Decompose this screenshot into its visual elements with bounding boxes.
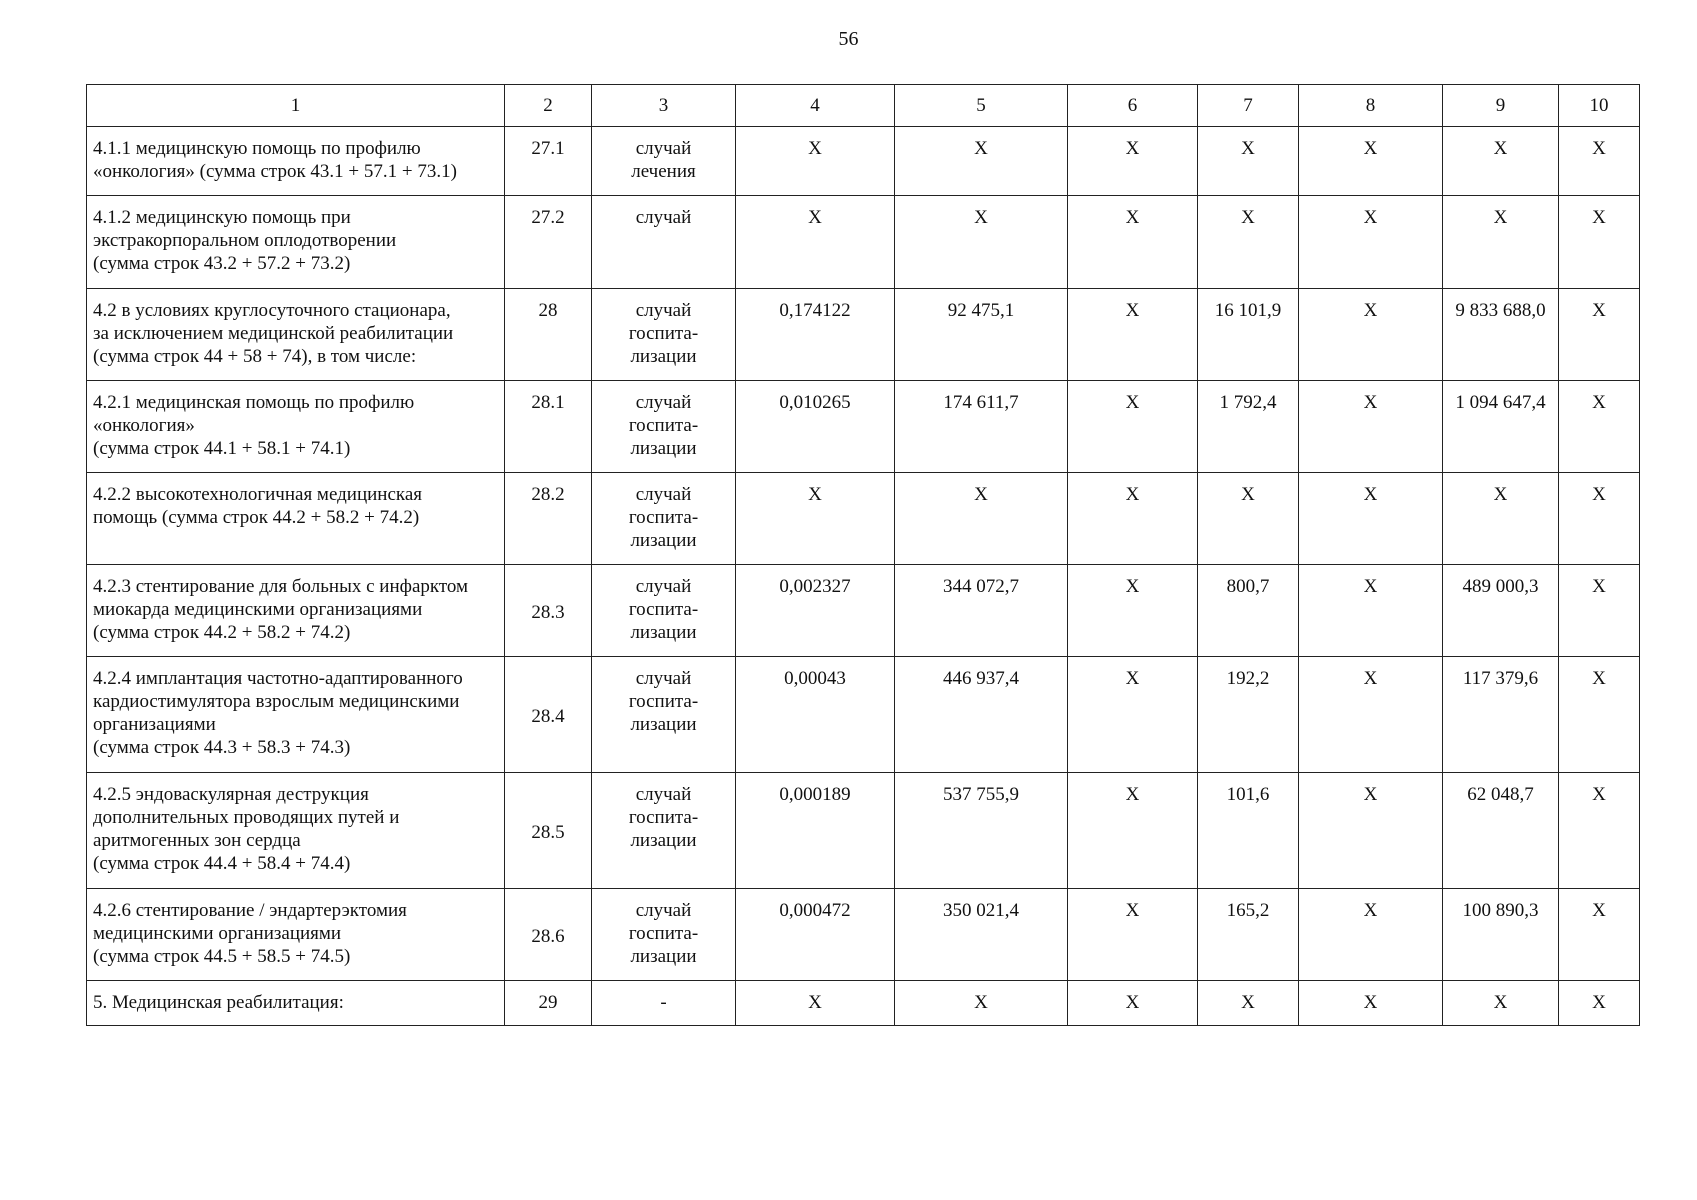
row-name-line: (сумма строк 44.1 + 58.1 + 74.1) — [93, 438, 351, 459]
row-unit-line: лизации — [630, 714, 697, 735]
row-name-line: (сумма строк 44.4 + 58.4 + 74.4) — [93, 853, 351, 874]
table-row — [87, 289, 1640, 381]
row-value-cell-c8: X — [1299, 289, 1443, 381]
row-value-cell-c7: 800,7 — [1198, 565, 1299, 657]
row-unit-line: - — [660, 992, 667, 1013]
row-value-cell-c10: X — [1559, 196, 1640, 289]
row-unit-line: госпита- — [628, 923, 699, 944]
row-value-cell-c9: 1 094 647,4 — [1443, 381, 1559, 473]
row-unit-line: лизации — [630, 830, 697, 851]
table-row — [87, 889, 1640, 981]
row-value-cell-c8: X — [1299, 381, 1443, 473]
row-name-cell — [87, 381, 505, 473]
row-value-cell-c7: 16 101,9 — [1198, 289, 1299, 381]
row-value-cell-c6: X — [1068, 196, 1198, 289]
row-name-cell — [87, 565, 505, 657]
row-name-cell — [87, 289, 505, 381]
row-name-line: (сумма строк 44.2 + 58.2 + 74.2) — [93, 622, 351, 643]
row-value-cell-c9: X — [1443, 981, 1559, 1026]
row-unit-line: случай — [635, 138, 692, 159]
row-unit-line: госпита- — [628, 807, 699, 828]
row-value-cell-c10: X — [1559, 289, 1640, 381]
row-unit-cell — [592, 565, 736, 657]
row-name-line: 5. Медицинская реабилитация: — [93, 992, 344, 1013]
table-header — [87, 85, 1640, 127]
header-cell: 1 — [87, 85, 505, 127]
row-name-line: (сумма строк 44.3 + 58.3 + 74.3) — [93, 737, 351, 758]
row-name-line: 4.2.1 медицинская помощь по профилю — [93, 392, 415, 413]
row-unit-cell — [592, 981, 736, 1026]
row-name-line: 4.1.1 медицинскую помощь по профилю — [93, 138, 421, 159]
row-value-cell-c6: X — [1068, 565, 1198, 657]
row-unit-line: случай — [635, 900, 692, 921]
header-cell: 2 — [505, 85, 592, 127]
row-name-line: 4.1.2 медицинскую помощь при — [93, 207, 351, 228]
row-name-line: (сумма строк 44 + 58 + 74), в том числе: — [93, 346, 417, 367]
row-name-line: аритмогенных зон сердца — [93, 830, 301, 851]
row-value-cell-c4: 0,000189 — [736, 773, 895, 889]
row-unit-line: лизации — [630, 438, 697, 459]
row-name-cell — [87, 127, 505, 196]
row-value-cell-c8: X — [1299, 981, 1443, 1026]
row-value-cell-c9: 9 833 688,0 — [1443, 289, 1559, 381]
row-value-cell-c8: X — [1299, 127, 1443, 196]
row-name-cell — [87, 473, 505, 565]
row-unit-line: случай — [635, 392, 692, 413]
row-value-cell-c4: 0,174122 — [736, 289, 895, 381]
row-unit-line: случай — [635, 300, 692, 321]
row-value-cell-c4: 0,002327 — [736, 565, 895, 657]
row-value-cell-c9: X — [1443, 473, 1559, 565]
row-value-cell-c10: X — [1559, 773, 1640, 889]
row-value-cell-c6: X — [1068, 981, 1198, 1026]
row-name-cell — [87, 196, 505, 289]
row-unit-line: госпита- — [628, 691, 699, 712]
row-value-cell-c4: X — [736, 196, 895, 289]
row-value-cell-c6: X — [1068, 381, 1198, 473]
row-value-cell-c8: X — [1299, 565, 1443, 657]
row-name-line: «онкология» — [93, 415, 195, 436]
row-name-line: (сумма строк 44.5 + 58.5 + 74.5) — [93, 946, 351, 967]
row-value-cell-c6: X — [1068, 127, 1198, 196]
row-code-cell: 28.4 — [505, 657, 592, 773]
row-value-cell-c5: X — [895, 473, 1068, 565]
row-value-cell-c10: X — [1559, 381, 1640, 473]
row-name-line: медицинскими организациями — [93, 923, 342, 944]
row-value-cell-c10: X — [1559, 565, 1640, 657]
table-body — [87, 127, 1640, 1026]
row-value-cell-c9: X — [1443, 127, 1559, 196]
row-value-cell-c5: X — [895, 196, 1068, 289]
row-value-cell-c5: X — [895, 127, 1068, 196]
header-cell: 6 — [1068, 85, 1198, 127]
row-value-cell-c9: 489 000,3 — [1443, 565, 1559, 657]
row-unit-cell — [592, 127, 736, 196]
row-value-cell-c9: X — [1443, 196, 1559, 289]
row-value-cell-c7: 101,6 — [1198, 773, 1299, 889]
row-value-cell-c6: X — [1068, 473, 1198, 565]
row-name-line: миокарда медицинскими организациями — [93, 599, 423, 620]
row-value-cell-c10: X — [1559, 127, 1640, 196]
row-value-cell-c4: 0,000472 — [736, 889, 895, 981]
header-cell: 3 — [592, 85, 736, 127]
header-cell: 7 — [1198, 85, 1299, 127]
row-name-line: 4.2.4 имплантация частотно-адаптированного — [93, 668, 463, 689]
row-value-cell-c6: X — [1068, 289, 1198, 381]
row-code-cell: 27.2 — [505, 196, 592, 289]
row-unit-cell — [592, 473, 736, 565]
row-code-cell: 27.1 — [505, 127, 592, 196]
row-value-cell-c4: 0,010265 — [736, 381, 895, 473]
row-value-cell-c4: X — [736, 127, 895, 196]
row-value-cell-c9: 100 890,3 — [1443, 889, 1559, 981]
row-value-cell-c7: X — [1198, 127, 1299, 196]
row-value-cell-c5: 537 755,9 — [895, 773, 1068, 889]
header-row — [87, 85, 1640, 127]
row-unit-line: госпита- — [628, 415, 699, 436]
row-unit-cell — [592, 289, 736, 381]
row-name-line: кардиостимулятора взрослым медицинскими — [93, 691, 460, 712]
header-cell: 5 — [895, 85, 1068, 127]
table-row — [87, 473, 1640, 565]
table-row — [87, 981, 1640, 1026]
header-cell: 8 — [1299, 85, 1443, 127]
row-code-cell: 28.2 — [505, 473, 592, 565]
row-name-line: 4.2.3 стентирование для больных с инфарктом — [93, 576, 469, 597]
row-value-cell-c10: X — [1559, 981, 1640, 1026]
row-unit-line: случай — [635, 576, 692, 597]
row-value-cell-c5: X — [895, 981, 1068, 1026]
row-value-cell-c6: X — [1068, 889, 1198, 981]
row-value-cell-c7: X — [1198, 473, 1299, 565]
row-unit-cell — [592, 657, 736, 773]
header-cell: 9 — [1443, 85, 1559, 127]
row-code-cell: 28.3 — [505, 565, 592, 657]
row-name-line: за исключением медицинской реабилитации — [93, 323, 454, 344]
row-name-line: 4.2 в условиях круглосуточного стационара, — [93, 300, 451, 321]
table-row — [87, 381, 1640, 473]
row-value-cell-c8: X — [1299, 196, 1443, 289]
row-name-line: (сумма строк 43.2 + 57.2 + 73.2) — [93, 253, 351, 274]
table-row — [87, 773, 1640, 889]
row-name-line: 4.2.5 эндоваскулярная деструкция — [93, 784, 369, 805]
row-unit-line: госпита- — [628, 507, 699, 528]
row-unit-line: госпита- — [628, 323, 699, 344]
row-name-line: экстракорпоральном оплодотворении — [93, 230, 397, 251]
row-unit-line: лизации — [630, 622, 697, 643]
row-value-cell-c9: 117 379,6 — [1443, 657, 1559, 773]
row-unit-cell — [592, 196, 736, 289]
row-value-cell-c8: X — [1299, 657, 1443, 773]
row-value-cell-c8: X — [1299, 473, 1443, 565]
row-name-cell — [87, 981, 505, 1026]
row-value-cell-c8: X — [1299, 773, 1443, 889]
row-value-cell-c5: 174 611,7 — [895, 381, 1068, 473]
row-value-cell-c4: X — [736, 473, 895, 565]
table-row — [87, 565, 1640, 657]
row-unit-line: случай — [635, 668, 692, 689]
data-table — [86, 84, 1640, 1026]
row-name-line: организациями — [93, 714, 216, 735]
row-value-cell-c7: 1 792,4 — [1198, 381, 1299, 473]
row-unit-line: случай — [635, 484, 692, 505]
row-code-cell: 28.6 — [505, 889, 592, 981]
row-unit-cell — [592, 773, 736, 889]
row-value-cell-c7: X — [1198, 981, 1299, 1026]
row-code-cell: 28.1 — [505, 381, 592, 473]
row-value-cell-c6: X — [1068, 657, 1198, 773]
row-value-cell-c5: 350 021,4 — [895, 889, 1068, 981]
row-unit-line: случай — [635, 784, 692, 805]
row-unit-line: случай — [635, 207, 692, 228]
row-name-line: дополнительных проводящих путей и — [93, 807, 400, 828]
row-unit-line: лизации — [630, 346, 697, 367]
row-name-cell — [87, 657, 505, 773]
row-name-cell — [87, 773, 505, 889]
table-row — [87, 657, 1640, 773]
header-cell: 4 — [736, 85, 895, 127]
row-value-cell-c10: X — [1559, 889, 1640, 981]
row-name-line: 4.2.6 стентирование / эндартерэктомия — [93, 900, 407, 921]
table-row — [87, 127, 1640, 196]
row-value-cell-c4: 0,00043 — [736, 657, 895, 773]
row-value-cell-c8: X — [1299, 889, 1443, 981]
row-code-cell: 28 — [505, 289, 592, 381]
row-unit-line: госпита- — [628, 599, 699, 620]
row-unit-line: лизации — [630, 946, 697, 967]
row-value-cell-c7: 192,2 — [1198, 657, 1299, 773]
row-value-cell-c7: X — [1198, 196, 1299, 289]
table-row — [87, 196, 1640, 289]
row-value-cell-c9: 62 048,7 — [1443, 773, 1559, 889]
row-value-cell-c10: X — [1559, 657, 1640, 773]
row-name-line: 4.2.2 высокотехнологичная медицинская — [93, 484, 423, 505]
row-value-cell-c5: 344 072,7 — [895, 565, 1068, 657]
row-value-cell-c5: 92 475,1 — [895, 289, 1068, 381]
row-unit-cell — [592, 381, 736, 473]
page-number: 56 — [838, 28, 859, 50]
row-value-cell-c10: X — [1559, 473, 1640, 565]
row-value-cell-c6: X — [1068, 773, 1198, 889]
header-cell: 10 — [1559, 85, 1640, 127]
row-name-line: «онкология» (сумма строк 43.1 + 57.1 + 73.1) — [93, 161, 457, 182]
row-value-cell-c5: 446 937,4 — [895, 657, 1068, 773]
row-value-cell-c7: 165,2 — [1198, 889, 1299, 981]
row-unit-line: лечения — [631, 161, 696, 182]
row-name-line: помощь (сумма строк 44.2 + 58.2 + 74.2) — [93, 507, 420, 528]
row-name-cell — [87, 889, 505, 981]
row-unit-cell — [592, 889, 736, 981]
row-code-cell: 28.5 — [505, 773, 592, 889]
row-value-cell-c4: X — [736, 981, 895, 1026]
row-code-cell: 29 — [505, 981, 592, 1026]
row-unit-line: лизации — [630, 530, 697, 551]
